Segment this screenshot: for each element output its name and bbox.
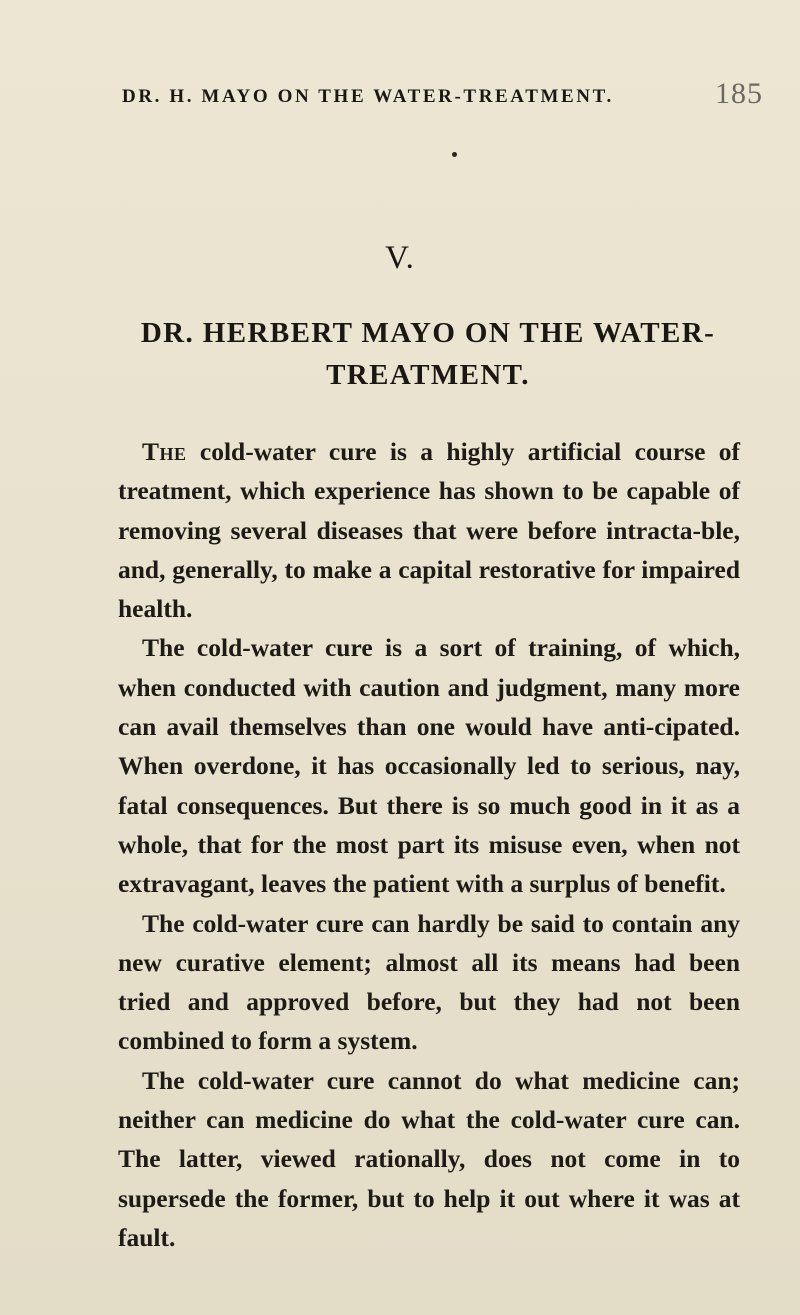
chapter-title: DR. HERBERT MAYO ON THE WATER-TREATMENT. [140,317,716,391]
paragraph-text: The cold-water cure cannot do what medicine can; neither can medicine do what the cold-water cure can. The latter, viewed rationally, does not come in to supersede the former, but to help it out where it was at fault. [118,1065,740,1252]
paragraph-text: cold-water cure is a highly artificial course of treatment, which experience has shown to be capable of removing several diseases that were before intracta-ble, and, generally, to make a capital restorative for impaired health. [118,437,740,624]
ink-speck [452,152,457,157]
paragraph-text: The cold-water cure is a sort of training, of which, when conducted with caution and judgment, many more can avail themselves than one would have anti-cipated. When overdone, it has occasionally led to serious, nay, fatal consequences. But there is so much good in it as a whole, that for the most part its misuse even, when not extravagant, leaves the patient with a surplus of benefit. [118,633,740,899]
paragraph-3 [118,904,740,1061]
paragraph-1 [118,432,740,628]
paragraph-text: The cold-water cure can hardly be said to contain any new curative element; almost all its means had been tried and approved before, but they had not been combined to form a system. [118,908,740,1056]
page-number: 185 [715,77,763,110]
paragraph-2 [118,628,740,903]
body-text [118,432,740,1257]
running-head [122,77,763,110]
running-head-title: DR. H. MAYO ON THE WATER-TREATMENT. [122,86,614,107]
paragraph-lead-word: The [142,437,187,466]
paragraph-4 [118,1061,740,1257]
chapter-number: V. [385,240,415,276]
